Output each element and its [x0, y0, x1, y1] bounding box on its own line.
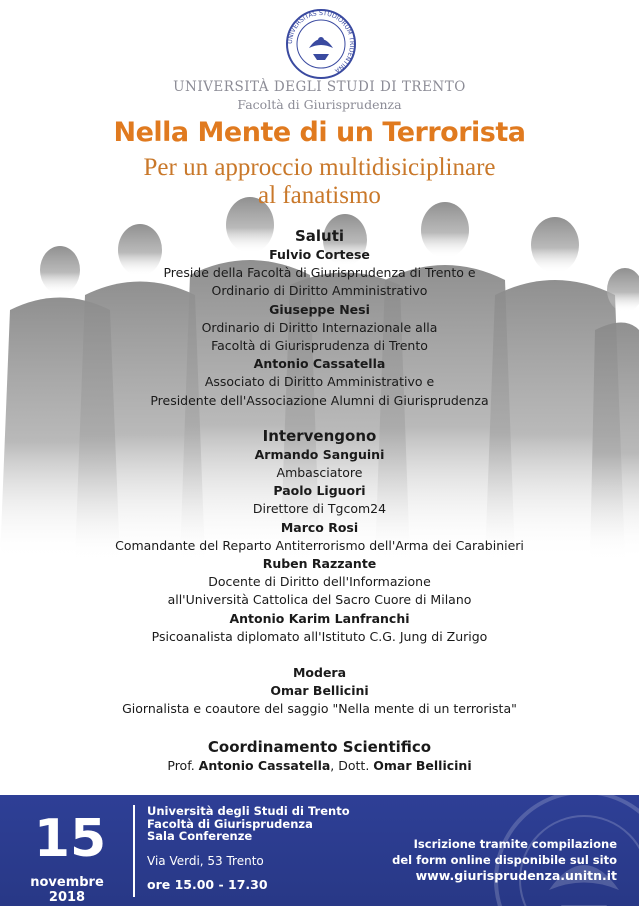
subtitle-line: Per un approccio multidisiciplinare	[143, 154, 496, 181]
event-subtitle	[0, 154, 639, 210]
registration-line: Iscrizione tramite compilazione	[413, 837, 617, 851]
speaker-name: Antonio Cassatella	[253, 356, 386, 372]
subtitle-line: al fanatismo	[258, 182, 381, 209]
venue-line: Università degli Studi di Trento	[147, 804, 350, 818]
speaker-name: Giuseppe Nesi	[269, 301, 370, 317]
coordinamento-credits	[0, 757, 639, 775]
event-hours: ore 15.00 - 17.30	[147, 877, 268, 892]
event-venue	[147, 805, 350, 843]
footer-divider	[133, 805, 135, 897]
speaker-name: Armando Sanguini	[254, 446, 385, 462]
speaker-role: Ambasciatore	[276, 465, 363, 481]
university-name: UNIVERSITÀ DEGLI STUDI DI TRENTO	[173, 79, 466, 95]
event-address: Via Verdi, 53 Trento	[147, 854, 264, 868]
speaker-role: Facoltà di Giurisprudenza di Trento	[211, 338, 428, 354]
speaker-role: Comandante del Reparto Antiterrorismo dell'Arma dei Carabinieri	[115, 537, 524, 553]
speaker-name: Marco Rosi	[280, 519, 359, 535]
website-link[interactable]: www.giurisprudenza.unitn.it	[415, 868, 617, 883]
venue-line: Facoltà di Giurisprudenza	[147, 816, 313, 831]
svg-text:UNIVERSITAS STUDIORUM TRIDENTI: UNIVERSITAS STUDIORUM TRIDENTINA	[286, 9, 356, 74]
modera-heading: Modera	[292, 665, 347, 681]
speaker-role: Ordinario di Diritto Internazionale alla	[201, 319, 438, 335]
saluti-heading: Saluti	[294, 227, 345, 245]
coordinator-separator: , Dott.	[330, 757, 374, 773]
speaker-name: Ruben Razzante	[262, 556, 377, 572]
coordinamento-heading: Coordinamento Scientifico	[207, 737, 432, 756]
coordinator-name: Antonio Cassatella	[198, 757, 331, 773]
speaker-name: Antonio Karim Lanfranchi	[229, 610, 410, 626]
speaker-role: Psicoanalista diplomato all'Istituto C.G. Jung di Zurigo	[151, 628, 488, 644]
coordinator-prefix: Prof.	[167, 757, 199, 773]
registration-line: del form online disponibile sul sito	[392, 852, 617, 867]
event-info-footer	[0, 795, 639, 906]
coordinator-name: Omar Bellicini	[373, 757, 472, 773]
intervengono-heading: Intervengono	[262, 426, 377, 445]
university-seal-logo	[285, 8, 357, 80]
speaker-role: Associato di Diritto Amministrativo e	[204, 374, 435, 390]
speaker-role: Presidente dell'Associazione Alumni di Giurisprudenza	[150, 392, 489, 408]
moderator-role: Giornalista e coautore del saggio "Nella mente di un terrorista"	[122, 701, 517, 717]
speaker-role: Direttore di Tgcom24	[252, 501, 387, 517]
speaker-role: Preside della Facoltà di Giurisprudenza di Trento e	[163, 265, 476, 281]
event-title: Nella Mente di un Terrorista	[113, 117, 526, 148]
event-month-year: novembre 2018	[30, 875, 104, 905]
speaker-role: Ordinario di Diritto Amministrativo	[211, 283, 428, 299]
event-day: 15	[33, 809, 107, 869]
speaker-role: all'Università Cattolica del Sacro Cuore di Milano	[167, 592, 472, 608]
registration-info	[392, 837, 617, 884]
venue-line: Sala Conferenze	[147, 829, 253, 843]
program	[0, 226, 639, 775]
speaker-name: Paolo Liguori	[273, 483, 366, 499]
faculty-name: Facoltà di Giurisprudenza	[237, 97, 402, 112]
speaker-name: Fulvio Cortese	[269, 247, 370, 262]
moderator-name: Omar Bellicini	[270, 683, 369, 699]
speaker-role: Docente di Diritto dell'Informazione	[208, 574, 431, 590]
